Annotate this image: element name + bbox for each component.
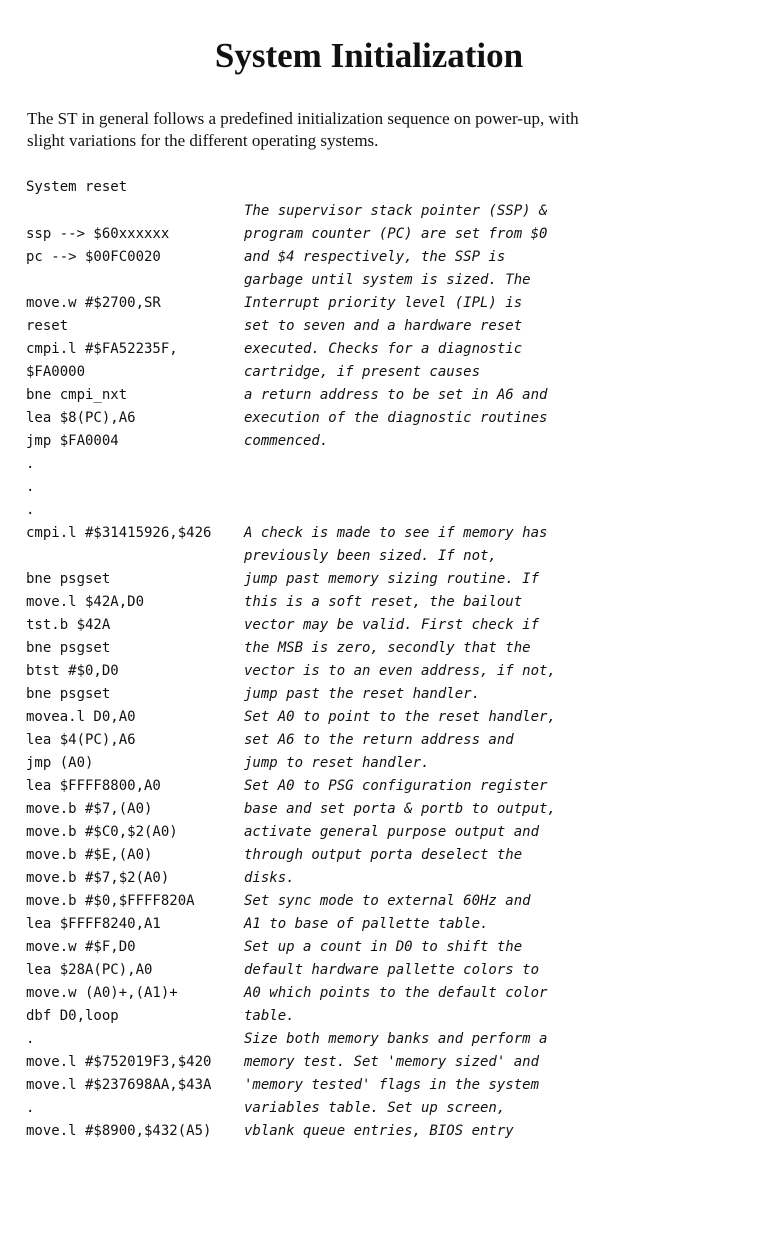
instruction: move.l $42A,D0 — [26, 594, 145, 610]
instruction: move.b #$C0,$2(A0) — [26, 824, 178, 840]
code-row — [26, 936, 726, 959]
instruction: $FA0000 — [26, 364, 86, 380]
code-row — [26, 430, 726, 453]
comment: set A6 to the return address and — [244, 732, 514, 748]
comment: commenced. — [244, 433, 329, 449]
code-row — [26, 798, 726, 821]
instruction: move.b #$7,(A0) — [26, 801, 153, 817]
code-row — [26, 476, 726, 499]
instruction: lea $4(PC),A6 — [26, 732, 136, 748]
code-row — [26, 683, 726, 706]
intro-line: slight variations for the different operating systems. — [27, 131, 379, 150]
comment: Set sync mode to external 60Hz and — [244, 893, 531, 909]
comment: A0 which points to the default color — [244, 985, 548, 1001]
code-row — [26, 223, 726, 246]
comment: this is a soft reset, the bailout — [244, 594, 523, 610]
instruction: . — [26, 479, 35, 495]
comment: The supervisor stack pointer (SSP) & — [244, 203, 548, 219]
code-row — [26, 315, 726, 338]
code-row — [26, 407, 726, 430]
instruction: tst.b $42A — [26, 617, 111, 633]
comment: A1 to base of pallette table. — [244, 916, 489, 932]
instruction: dbf D0,loop — [26, 1008, 119, 1024]
code-row — [26, 522, 726, 545]
comment: previously been sized. If not, — [244, 548, 497, 564]
code-row — [26, 568, 726, 591]
code-row — [26, 1120, 726, 1143]
code-row — [26, 200, 726, 223]
code-row — [26, 246, 726, 269]
comment: Interrupt priority level (IPL) is — [244, 295, 523, 311]
comment: a return address to be set in A6 and — [244, 387, 548, 403]
code-row — [26, 545, 726, 568]
comment: jump past memory sizing routine. If — [244, 571, 540, 587]
code-row — [26, 752, 726, 775]
instruction: move.b #$0,$FFFF820A — [26, 893, 195, 909]
comment: through output porta deselect the — [244, 847, 523, 863]
instruction: lea $8(PC),A6 — [26, 410, 136, 426]
intro-paragraph — [27, 108, 727, 152]
comment: jump to reset handler. — [244, 755, 430, 771]
comment: table. — [244, 1008, 295, 1024]
comment: program counter (PC) are set from $0 — [244, 226, 548, 242]
code-row — [26, 338, 726, 361]
instruction: btst #$0,D0 — [26, 663, 119, 679]
comment: variables table. Set up screen, — [244, 1100, 506, 1116]
code-row — [26, 729, 726, 752]
code-row — [26, 706, 726, 729]
instruction: move.b #$7,$2(A0) — [26, 870, 170, 886]
instruction: . — [26, 1100, 35, 1116]
instruction: ssp --> $60xxxxxx — [26, 226, 170, 242]
code-row — [26, 269, 726, 292]
comment: cartridge, if present causes — [244, 364, 481, 380]
instruction: . — [26, 456, 35, 472]
comment: 'memory tested' flags in the system — [244, 1077, 540, 1093]
code-row — [26, 660, 726, 683]
comment: vblank queue entries, BIOS entry — [244, 1123, 514, 1139]
code-row — [26, 1051, 726, 1074]
instruction: cmpi.l #$FA52235F, — [26, 341, 178, 357]
instruction: . — [26, 1031, 35, 1047]
comment: Set up a count in D0 to shift the — [244, 939, 523, 955]
comment: execution of the diagnostic routines — [244, 410, 548, 426]
instruction: bne cmpi_nxt — [26, 387, 128, 403]
code-row — [26, 384, 726, 407]
comment: Size both memory banks and perform a — [244, 1031, 548, 1047]
code-row — [26, 614, 726, 637]
instruction: pc --> $00FC0020 — [26, 249, 161, 265]
comment: jump past the reset handler. — [244, 686, 481, 702]
code-listing — [26, 176, 726, 1143]
code-row — [26, 637, 726, 660]
code-row — [26, 499, 726, 522]
code-row — [26, 1097, 726, 1120]
intro-line: The ST in general follows a predefined initialization sequence on power-up, with — [27, 109, 579, 128]
instruction: move.l #$8900,$432(A5) — [26, 1123, 212, 1139]
comment: Set A0 to point to the reset handler, — [244, 709, 556, 725]
code-row — [26, 176, 726, 200]
instruction: reset — [26, 318, 69, 334]
instruction: bne psgset — [26, 571, 111, 587]
code-row — [26, 292, 726, 315]
code-row — [26, 775, 726, 798]
instruction: lea $FFFF8240,A1 — [26, 916, 161, 932]
code-row — [26, 821, 726, 844]
comment: vector is to an even address, if not, — [244, 663, 556, 679]
instruction: move.w (A0)+,(A1)+ — [26, 985, 178, 1001]
instruction: jmp $FA0004 — [26, 433, 119, 449]
code-row — [26, 1005, 726, 1028]
comment: vector may be valid. First check if — [244, 617, 540, 633]
comment: and $4 respectively, the SSP is — [244, 249, 506, 265]
instruction: move.b #$E,(A0) — [26, 847, 153, 863]
code-row — [26, 361, 726, 384]
instruction: lea $28A(PC),A0 — [26, 962, 153, 978]
code-row — [26, 1028, 726, 1051]
instruction: move.l #$752019F3,$420 — [26, 1054, 212, 1070]
instruction: cmpi.l #$31415926,$426 — [26, 525, 212, 541]
instruction: bne psgset — [26, 640, 111, 656]
instruction: movea.l D0,A0 — [26, 709, 136, 725]
comment: disks. — [244, 870, 295, 886]
comment: A check is made to see if memory has — [244, 525, 548, 541]
code-row — [26, 844, 726, 867]
instruction: jmp (A0) — [26, 755, 94, 771]
instruction: bne psgset — [26, 686, 111, 702]
comment: activate general purpose output and — [244, 824, 540, 840]
code-row — [26, 1074, 726, 1097]
instruction: lea $FFFF8800,A0 — [26, 778, 161, 794]
instruction: System reset — [26, 179, 128, 195]
code-row — [26, 867, 726, 890]
instruction: move.w #$F,D0 — [26, 939, 136, 955]
comment: garbage until system is sized. The — [244, 272, 531, 288]
comment: default hardware pallette colors to — [244, 962, 540, 978]
comment: the MSB is zero, secondly that the — [244, 640, 531, 656]
instruction: move.w #$2700,SR — [26, 295, 161, 311]
code-row — [26, 453, 726, 476]
comment: executed. Checks for a diagnostic — [244, 341, 523, 357]
comment: base and set porta & portb to output, — [244, 801, 556, 817]
code-row — [26, 982, 726, 1005]
code-row — [26, 591, 726, 614]
code-row — [26, 913, 726, 936]
instruction: . — [26, 502, 35, 518]
comment: memory test. Set 'memory sized' and — [244, 1054, 540, 1070]
comment: set to seven and a hardware reset — [244, 318, 523, 334]
comment: Set A0 to PSG configuration register — [244, 778, 548, 794]
code-row — [26, 959, 726, 982]
page-title: System Initialization — [214, 36, 524, 75]
instruction: move.l #$237698AA,$43A — [26, 1077, 212, 1093]
code-row — [26, 890, 726, 913]
